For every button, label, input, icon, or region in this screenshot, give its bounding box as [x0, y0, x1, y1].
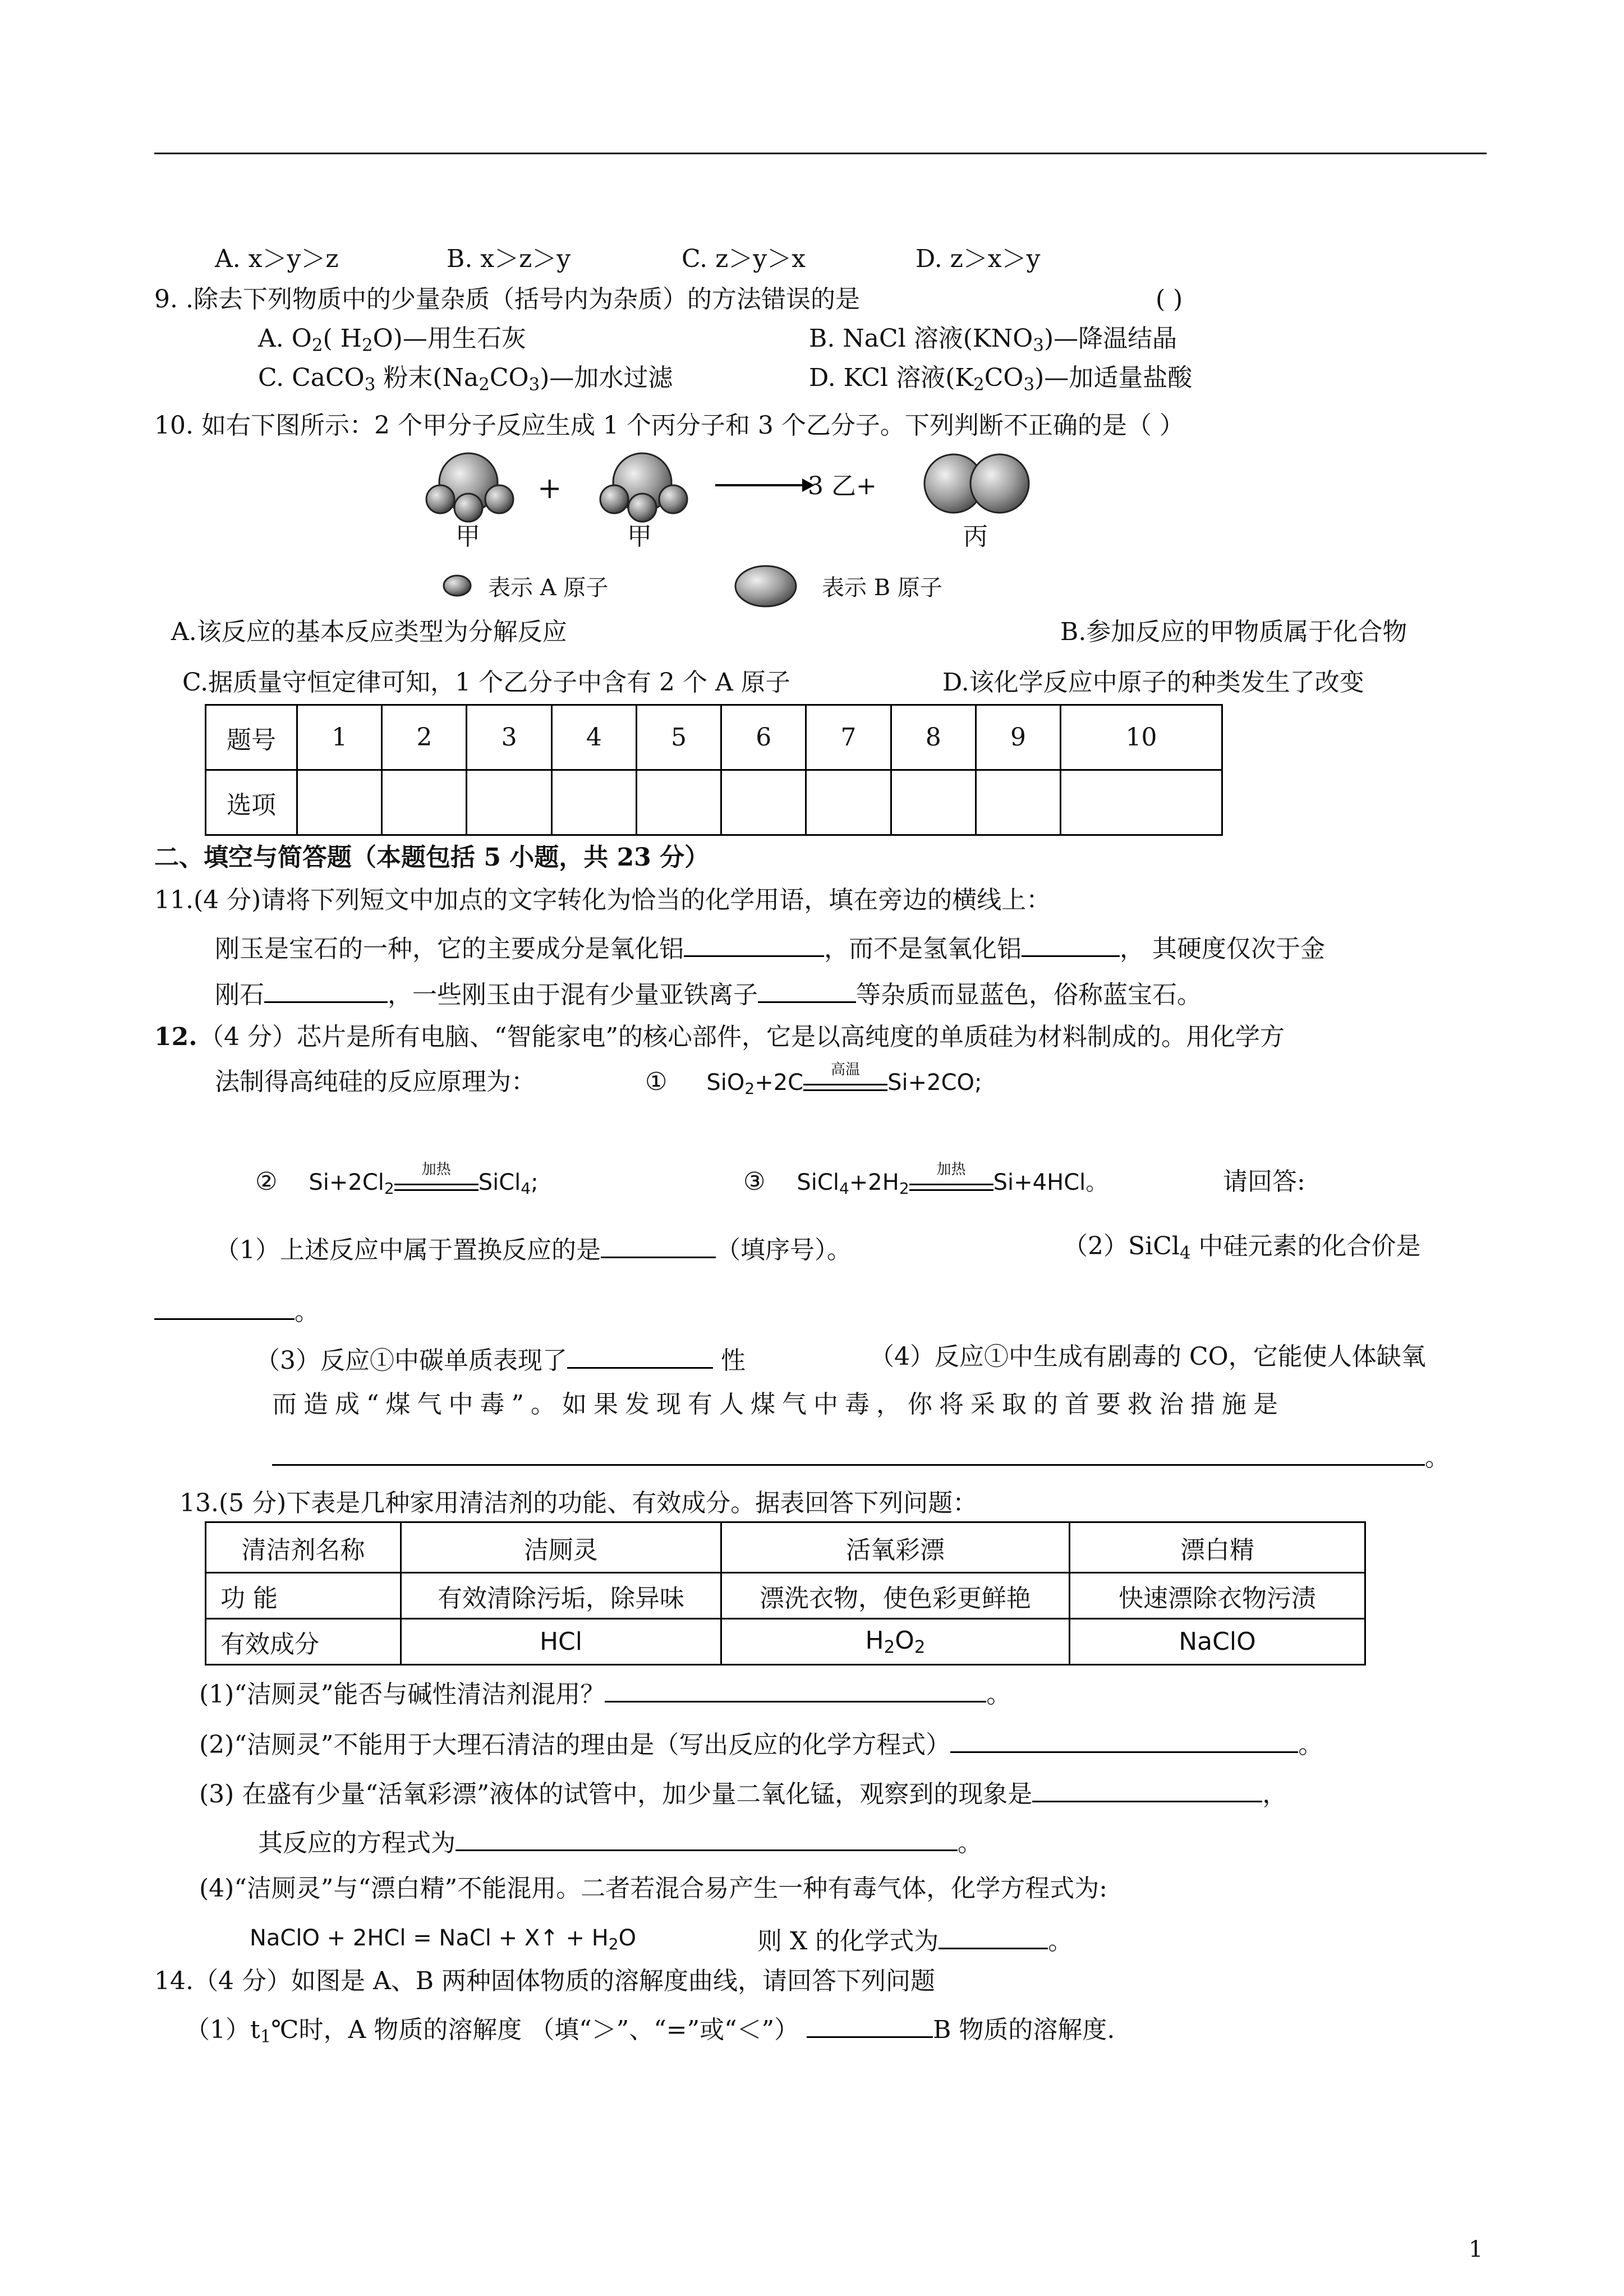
q13-blank-x-formula[interactable] — [938, 1925, 1048, 1949]
q12-reaction-3: ③ $SiCl_4+2H_2$ 加热 Si+4HCl。 — [743, 1161, 1108, 1198]
answer-table-number: 5 — [636, 705, 721, 770]
q9-answer-paren: ( ) — [1156, 285, 1183, 314]
q9-option-b: B. NaCl 溶液$(KNO_3)—$降温结晶 — [809, 324, 1177, 356]
cleaner-table-cell: 快速漂除衣物污渍 — [1070, 1573, 1365, 1619]
cleaner-table-cell: 功 能 — [206, 1573, 401, 1619]
q10-label-jia-1: 甲 — [456, 522, 480, 551]
legend-atom-a-label: 表示 A 原子 — [488, 575, 609, 601]
q11-line-1: 11.(4 分)请将下列短文中加点的文字转化为恰当的化学用语，填在旁边的横线上： — [154, 886, 1051, 914]
q12-r1-equals: 高温 — [803, 1073, 887, 1095]
molecule-jia-1 — [426, 453, 513, 522]
answer-cell[interactable] — [1061, 770, 1222, 835]
q8-option-b: B. x＞z＞y — [447, 245, 571, 273]
q8-option-c: C. z＞y＞x — [682, 245, 806, 273]
q12-blank-replacement[interactable] — [601, 1234, 716, 1258]
q8-option-a: A. x＞y＞z — [215, 245, 339, 273]
q13-blank-marble-equation[interactable] — [950, 1729, 1298, 1753]
q12-sub-4-line-3: 。 — [272, 1442, 1450, 1470]
q13-sub-1: (1)“洁厕灵”能否与碱性清洁剂混用？ 。 — [199, 1678, 1011, 1707]
cleaner-table-header: 清洁剂名称 — [206, 1522, 401, 1573]
molecule-jia-2 — [600, 453, 687, 522]
q12-please-answer: 请回答: — [1223, 1167, 1305, 1196]
legend-atom-b-icon — [732, 564, 799, 609]
q12-r2-equals: 加热 — [394, 1172, 479, 1195]
q12-blank-property[interactable] — [567, 1345, 713, 1369]
legend-atom-a-icon — [440, 573, 474, 598]
q13-sub-4-question: 则 X 的化学式为 。 — [757, 1925, 1073, 1954]
answer-cell[interactable] — [297, 770, 382, 835]
q10-plus-sign: + — [537, 472, 562, 505]
q9-option-c: C. CaCO$_3$ 粉末$(Na_2CO_3)—$加水过滤 — [258, 364, 673, 395]
q13-blank-phenomenon[interactable] — [1032, 1778, 1262, 1802]
answer-table-number: 8 — [891, 705, 976, 770]
answer-table-header-option: 选项 — [206, 770, 297, 835]
q12-line-2: 法制得高纯硅的反应原理为： — [215, 1068, 536, 1096]
answer-table-header-number: 题号 — [206, 705, 297, 770]
q13-cleaner-table — [205, 1521, 1366, 1665]
cleaner-table-cell: NaClO — [1070, 1619, 1365, 1665]
answer-cell[interactable] — [382, 770, 467, 835]
page-number: 1 — [1469, 2237, 1483, 2262]
q12-sub-2: （2）SiCl$_4$ 中硅元素的化合价是 — [1063, 1232, 1421, 1263]
cleaner-table-cell: 漂洗衣物，使色彩更鲜艳 — [721, 1573, 1070, 1619]
answer-table — [205, 704, 1223, 836]
answer-cell[interactable] — [806, 770, 891, 835]
q11-blank-aluminum-hydroxide[interactable] — [1022, 933, 1120, 957]
answer-table-number: 10 — [1061, 705, 1222, 770]
cleaner-table-header: 洁厕灵 — [401, 1522, 721, 1573]
q14-sub-1: $(1)t_1℃$时，A 物质的溶解度 （填“＞”、“=”或“＜”） B 物质的溶解度. — [185, 2014, 1115, 2045]
answer-table-number: 7 — [806, 705, 891, 770]
q12-blank-valence[interactable] — [154, 1296, 295, 1320]
answer-cell[interactable] — [551, 770, 636, 835]
section-2-title: 二、填空与简答题（本题包括 5 小题，共 23 分） — [154, 843, 710, 872]
q9-stem: 9. .除去下列物质中的少量杂质（括号内为杂质）的方法错误的是 — [154, 285, 860, 314]
q11-line-3: 刚石 ，一些刚玉由于混有少量亚铁离子 等杂质而显蓝色，俗称蓝宝石。 — [215, 979, 1202, 1007]
q10-reaction-diagram — [415, 443, 1066, 572]
q13-sub-3-line-2: 其反应的方程式为 。 — [258, 1827, 982, 1856]
cleaner-table-cell: HCl — [401, 1619, 721, 1665]
cleaner-table-header: 漂白精 — [1070, 1522, 1365, 1573]
q10-option-d: D.该化学反应中原子的种类发生了改变 — [942, 668, 1364, 697]
answer-cell[interactable] — [891, 770, 976, 835]
q13-sub-2: (2)“洁厕灵”不能用于大理石清洁的理由是（写出反应的化学方程式） 。 — [199, 1729, 1323, 1757]
q10-product-text: 3 乙+ — [808, 472, 877, 500]
q13-blank-reaction-equation[interactable] — [456, 1827, 958, 1851]
answer-table-number: 3 — [467, 705, 551, 770]
q14-stem: 14.（4 分）如图是 A、B 两种固体物质的溶解度曲线，请回答下列问题 — [154, 1967, 936, 1995]
cleaner-table-cell: $H_2O_2$ — [721, 1619, 1070, 1665]
molecule-bing — [924, 454, 1029, 513]
q12-reaction-2: ② $Si+2Cl_2$ 加热 SiCl$_4$; — [255, 1161, 539, 1198]
q13-sub-4-equation: NaClO + 2HCl = NaCl + X↑ + $H_2O$ — [250, 1925, 637, 1953]
q12-r3-equals: 加热 — [909, 1172, 993, 1195]
answer-table-number: 1 — [297, 705, 382, 770]
q11-blank-alumina[interactable] — [684, 933, 824, 957]
q9-option-d: D. KCl 溶液$(K_2CO_3)—$加适量盐酸 — [809, 364, 1193, 395]
answer-table-number: 2 — [382, 705, 467, 770]
q13-stem: 13.(5 分)下表是几种家用清洁剂的功能、有效成分。据表回答下列问题： — [180, 1489, 978, 1517]
q12-sub-2-line: 。 — [154, 1296, 319, 1324]
q12-line-1: （4 分）芯片是所有电脑、“智能家电”的核心部件，它是以高纯度的单质硅为材料制成的。用化学方 — [199, 1023, 1285, 1051]
legend-atom-b-label: 表示 B 原子 — [822, 575, 942, 601]
q12-sub-4: （4）反应①中生成有剧毒的 CO，它能使人体缺氧 — [869, 1342, 1426, 1371]
answer-table-number: 4 — [551, 705, 636, 770]
header-rule — [154, 153, 1487, 154]
q13-sub-3: (3) 在盛有少量“活氧彩漂”液体的试管中，加少量二氧化锰，观察到的现象是 ， — [199, 1778, 1287, 1807]
answer-table-number: 6 — [721, 705, 806, 770]
q10-option-b: B.参加反应的甲物质属于化合物 — [1060, 618, 1407, 646]
q12-number: 12. — [154, 1023, 197, 1051]
q13-sub-4: (4)“洁厕灵”与“漂白精”不能混用。二者若混合易产生一种有毒气体，化学方程式为: — [199, 1874, 1108, 1903]
q12-sub-4-line-2: 而造成“煤气中毒”。如果发现有人煤气中毒，你将采取的首要救治措施是 — [272, 1390, 1285, 1419]
q10-label-bing: 丙 — [963, 522, 988, 551]
q9-option-a: A. $O_2$( $H_2O)—$用生石灰 — [258, 324, 526, 356]
q12-sub-1: （1）上述反应中属于置换反应的是 （填序号）。 — [215, 1234, 852, 1263]
q10-option-c: C.据质量守恒定律可知，1 个乙分子中含有 2 个 A 原子 — [182, 668, 790, 697]
q12-reaction-1: ① SiO$_2$+2C 高温 Si+2CO; — [645, 1061, 982, 1098]
answer-table-number: 9 — [976, 705, 1060, 770]
cleaner-table-header: 活氧彩漂 — [721, 1522, 1070, 1573]
q13-blank-mix-alkaline[interactable] — [605, 1678, 986, 1703]
answer-cell[interactable] — [721, 770, 806, 835]
answer-cell[interactable] — [636, 770, 721, 835]
cleaner-table-cell: 有效成分 — [206, 1619, 401, 1665]
q12-sub-3: （3）反应①中碳单质表现了 性 — [255, 1345, 746, 1373]
q11-line-2: 刚玉是宝石的一种，它的主要成分是氧化铝 ，而不是氢氧化铝 ， 其硬度仅次于金 — [215, 933, 1325, 961]
q11-blank-diamond[interactable] — [264, 979, 388, 1003]
q12-blank-first-aid[interactable] — [272, 1442, 1425, 1466]
q10-label-jia-2: 甲 — [627, 522, 652, 551]
answer-cell[interactable] — [467, 770, 551, 835]
q14-blank-compare[interactable] — [807, 2014, 933, 2038]
q8-option-d: D. z＞x＞y — [915, 245, 1041, 273]
answer-cell[interactable] — [976, 770, 1060, 835]
q11-blank-ferrous-ion[interactable] — [758, 979, 856, 1003]
cleaner-table-cell: 有效清除污垢，除异味 — [401, 1573, 721, 1619]
q10-stem: 10. 如右下图所示：2 个甲分子反应生成 1 个丙分子和 3 个乙分子。下列判断不正确的是（ ） — [154, 411, 1184, 440]
q10-option-a: A.该反应的基本反应类型为分解反应 — [171, 618, 567, 646]
